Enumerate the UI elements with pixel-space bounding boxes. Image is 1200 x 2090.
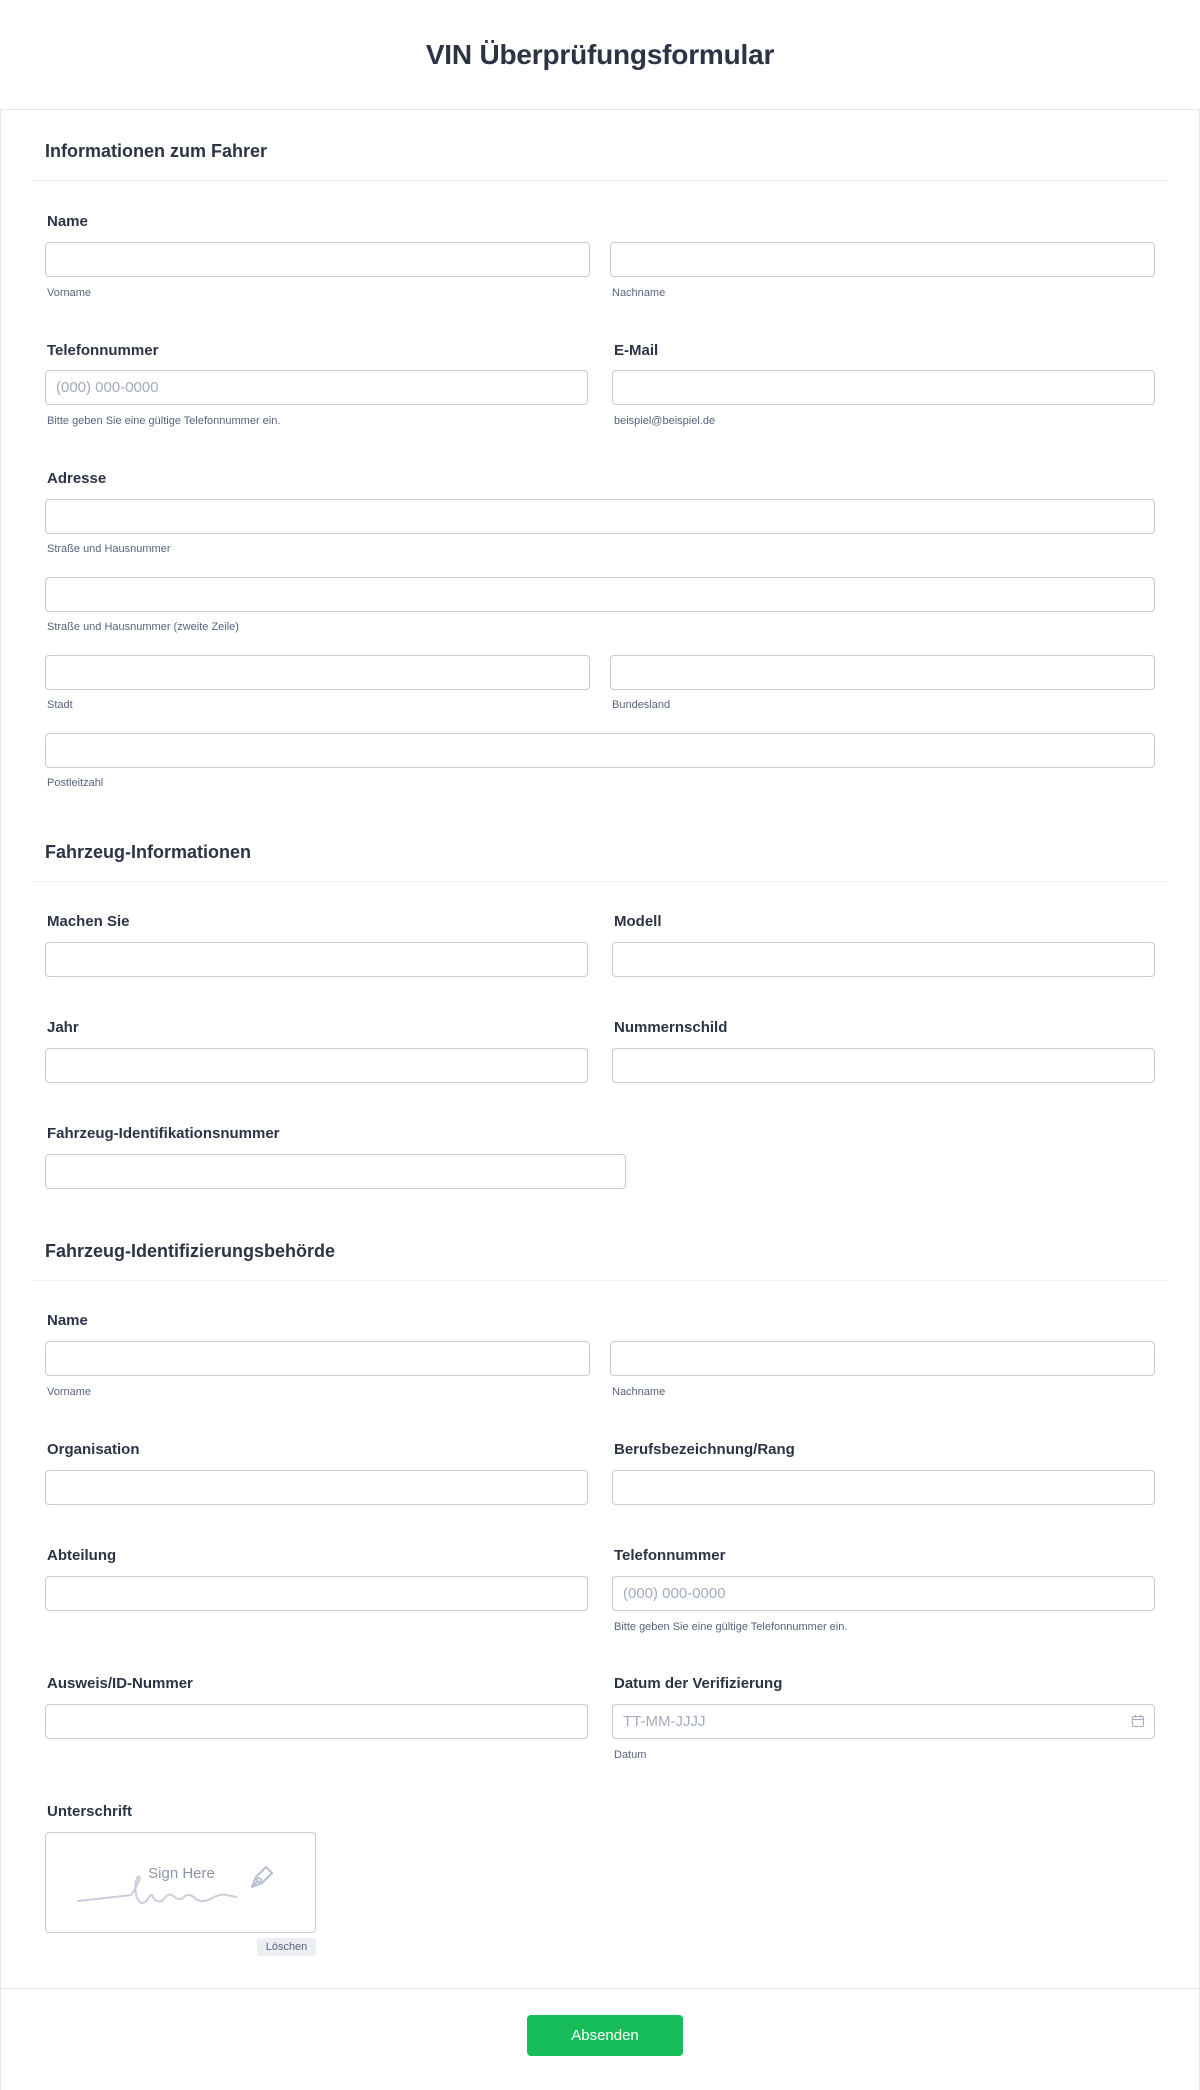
driver-first-name-sublabel: Vorname (47, 287, 92, 299)
authority-last-name-input[interactable] (610, 1341, 1155, 1376)
vehicle-year-input[interactable] (45, 1048, 588, 1083)
authority-date-sublabel: Datum (614, 1749, 647, 1761)
authority-jobtitle-input[interactable] (612, 1470, 1155, 1505)
signature-label: Unterschrift (47, 1803, 133, 1820)
driver-street-input[interactable] (45, 499, 1155, 534)
authority-name-label: Name (47, 1312, 88, 1329)
driver-zip-input[interactable] (45, 733, 1155, 768)
authority-phone-input[interactable] (612, 1576, 1155, 1611)
driver-zip-sublabel: Postleitzahl (47, 777, 104, 789)
section-divider (32, 180, 1168, 181)
driver-street2-input[interactable] (45, 577, 1155, 612)
vehicle-vin-input[interactable] (45, 1154, 626, 1189)
clear-signature-button[interactable]: Löschen (257, 1938, 316, 1956)
vehicle-plate-input[interactable] (612, 1048, 1155, 1083)
footer-divider (0, 1988, 1200, 1989)
driver-email-sublabel: beispiel@beispiel.de (614, 415, 716, 427)
form-header (0, 0, 1200, 110)
driver-email-label: E-Mail (614, 342, 659, 359)
vehicle-year-label: Jahr (47, 1019, 79, 1036)
authority-dept-label: Abteilung (47, 1547, 117, 1564)
authority-first-name-input[interactable] (45, 1341, 590, 1376)
authority-first-name-sublabel: Vorname (47, 1386, 92, 1398)
section-divider (32, 881, 1168, 882)
authority-jobtitle-label: Berufsbezeichnung/Rang (614, 1441, 795, 1458)
driver-street-sublabel: Straße und Hausnummer (47, 543, 171, 555)
section-title-vehicle: Fahrzeug-Informationen (45, 842, 251, 862)
authority-date-picker[interactable] (612, 1704, 1155, 1739)
driver-phone-input[interactable] (45, 370, 588, 405)
driver-street2-sublabel: Straße und Hausnummer (zweite Zeile) (47, 621, 239, 633)
driver-city-sublabel: Stadt (47, 699, 73, 711)
driver-city-input[interactable] (45, 655, 590, 690)
authority-date-input[interactable] (612, 1704, 1155, 1739)
driver-name-label: Name (47, 213, 88, 230)
authority-org-input[interactable] (45, 1470, 588, 1505)
authority-id-label: Ausweis/ID-Nummer (47, 1675, 193, 1692)
authority-dept-input[interactable] (45, 1576, 588, 1611)
submit-button[interactable]: Absenden (527, 2015, 683, 2056)
vehicle-model-label: Modell (614, 913, 662, 930)
authority-last-name-sublabel: Nachname (612, 1386, 666, 1398)
vehicle-vin-label: Fahrzeug-Identifikationsnummer (47, 1125, 280, 1142)
signature-pad[interactable] (45, 1832, 316, 1933)
calendar-icon[interactable] (1131, 1714, 1145, 1728)
authority-phone-label: Telefonnummer (614, 1547, 726, 1564)
driver-last-name-sublabel: Nachname (612, 287, 666, 299)
vehicle-make-label: Machen Sie (47, 913, 130, 930)
authority-phone-sublabel: Bitte geben Sie eine gültige Telefonnummer ein. (614, 1621, 848, 1633)
section-title-driver: Informationen zum Fahrer (45, 141, 268, 161)
section-title-authority: Fahrzeug-Identifizierungsbehörde (45, 1241, 336, 1261)
pen-nib-icon (246, 1863, 276, 1893)
authority-id-input[interactable] (45, 1704, 588, 1739)
vehicle-make-input[interactable] (45, 942, 588, 977)
driver-last-name-input[interactable] (610, 242, 1155, 277)
section-divider (32, 1280, 1168, 1281)
driver-email-input[interactable] (612, 370, 1155, 405)
authority-org-label: Organisation (47, 1441, 140, 1458)
form-title: VIN Überprüfungsformular (425, 38, 775, 70)
signature-hint: Sign Here (148, 1865, 215, 1882)
driver-phone-sublabel: Bitte geben Sie eine gültige Telefonnummer ein. (47, 415, 281, 427)
driver-phone-label: Telefonnummer (47, 342, 159, 359)
authority-date-label: Datum der Verifizierung (614, 1675, 783, 1692)
vehicle-model-input[interactable] (612, 942, 1155, 977)
driver-state-sublabel: Bundesland (612, 699, 671, 711)
vehicle-plate-label: Nummernschild (614, 1019, 728, 1036)
driver-state-input[interactable] (610, 655, 1155, 690)
driver-address-label: Adresse (47, 470, 107, 487)
driver-first-name-input[interactable] (45, 242, 590, 277)
